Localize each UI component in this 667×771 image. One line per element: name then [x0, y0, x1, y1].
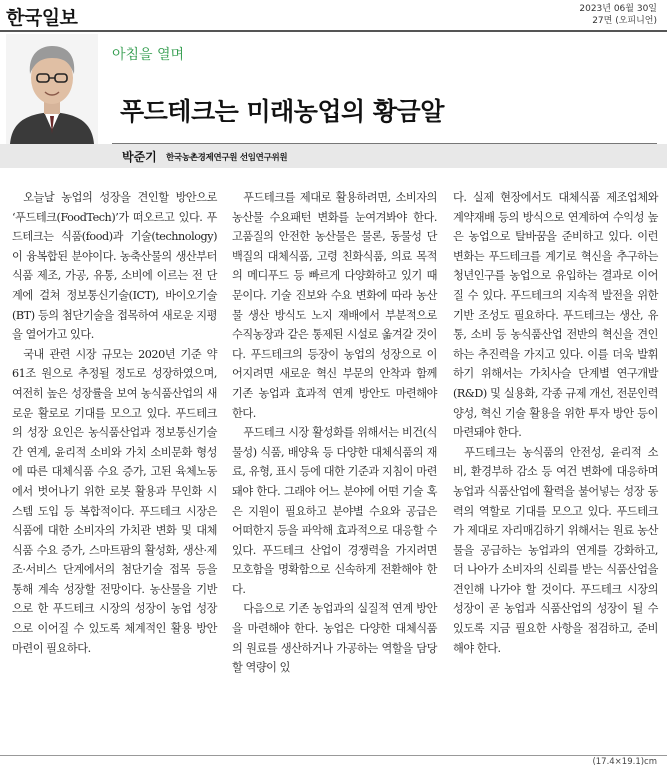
author-affiliation: 한국농촌경제연구원 선임연구위원: [166, 153, 288, 163]
newspaper-logo: 한국일보: [6, 7, 78, 29]
top-divider: [0, 30, 667, 32]
paragraph: 오늘날 농업의 성장을 견인할 방안으로 ‘푸드테크(FoodTech)’가 떠오르고 있다. 푸드테크는 식품(food)과 기술(technology)이 융복합된 분야이다. 농축산물의 생산부터 식품 제조, 가공, 유통, 소비에 이르는 전 단계에 걸쳐 정보통신기술(ICT), 바이오기술(BT) 등의 첨단기술을 접목하여 새로운 지평을 열어가고 있다.: [12, 191, 217, 342]
column-series-label: 아침을 열며: [112, 47, 185, 63]
paragraph: 다음으로 기존 농업과의 실질적 연계 방안을 마련해야 한다. 농업은 다양한 대체식품의 원료를 생산하거나 가공하는 역할을 담당할 역량이 있: [232, 602, 437, 675]
article-column-3: [453, 188, 658, 658]
issue-date: 2023년 06월 30일: [579, 4, 657, 14]
author-name: 박준기: [122, 150, 157, 164]
clipping-size-note: (17.4×19.1)cm: [592, 757, 657, 767]
footer-divider: [0, 755, 667, 756]
paragraph: 국내 관련 시장 규모는 2020년 기준 약 61조 원으로 추정될 정도로 성장하였으며, 여전히 높은 성장률을 보여 농식품산업의 새로운 활로로 기대를 모으고 있다. 푸드테크의 성장 요인은 농식품산업과 정보통신기술 간 연계, 윤리적 소비와 가치 소비문화 형성에 따른 대체식품 수요 증가, 고된 육체노동에서 벗어나기 위한 로봇 활용과 무인화 시스템 도입 등 복합적이다. 푸드테크 시장은 식품에 대한 소비자의 가치관 변화 및 대체식품 수요 증가, 스마트팜의 활성화, 생산·제조·서비스 단계에서의 첨단기술 접목 등을 통해 계속 성장할 전망이다. 농산물을 기반으로 한 푸드테크 시장의 성장이 농업 성장으로 이어질 수 있도록 체계적인 활용 방안 마련이 필요하다.: [12, 347, 217, 655]
author-portrait: [6, 34, 98, 144]
paragraph: 다. 실제 현장에서도 대체식품 제조업체와 계약재배 등의 방식으로 연계하여 수익성 높은 농업으로 탈바꿈을 준비하고 있다. 이런 변화는 푸드테크를 계기로 혁신을 추구하는 청년인구를 농업으로 유입하는 결과로 이어질 수 있다. 푸드테크의 지속적 발전을 위한 기반 조성도 필요하다. 푸드테크는 생산, 유통, 소비 등 농식품산업 전반의 혁신을 견인하는 추진력을 가지고 있다. 이를 더욱 발휘하기 위해서는 가치사슬 단계별 연구개발(R&D) 및 실용화, 각종 규제 개선, 전문인력 양성, 혁신 기술 활용을 위한 투자 방안 등이 마련돼야 한다.: [453, 191, 658, 440]
paragraph: 푸드테크는 농식품의 안전성, 윤리적 소비, 환경부하 감소 등 여건 변화에 대응하며 농업과 식품산업에 활력을 불어넣는 성장 동력의 역할로 기대를 모으고 있다. 푸드테크가 제대로 자리매김하기 위해서는 원료 농산물을 공급하는 농업과의 연계를 강화하고, 더 나아가 소비자의 신뢰를 받는 식품산업을 견인해 나가야 할 것이다. 푸드테크 시장의 성장이 곧 농업과 식품산업의 성장이 될 수 있도록 지금 필요한 사항을 점검하고, 준비해야 한다.: [453, 445, 658, 655]
paragraph: 푸드테크를 제대로 활용하려면, 소비자의 농산물 수요패턴 변화를 눈여겨봐야 한다. 고품질의 안전한 농산물은 물론, 동물성 단백질의 대체식품, 고령 친화식품, 의료 목적의 메디푸드 등 빠르게 다양화하고 있기 때문이다. 기술 진보와 수요 변화에 따라 농산물 생산 방식도 노지 재배에서 부분적으로 수직농장과 같은 통제된 시설로 옮겨갈 것이다. 푸드테크의 등장이 농업의 성장으로 이어지려면 새로운 혁신 부문의 안착과 함께 기존 농업과 효과적 연계 방안도 마련해야 한다.: [232, 191, 437, 420]
page-section: 27면 (오피니언): [592, 16, 657, 26]
byline-band: [0, 144, 667, 168]
article-column-1: [12, 188, 217, 658]
headline: 푸드테크는 미래농업의 황금알: [120, 97, 444, 126]
issue-date-block: [579, 3, 657, 27]
paragraph: 푸드테크 시장 활성화를 위해서는 비건(식물성) 식품, 배양육 등 다양한 대체식품의 재료, 유형, 표시 등에 대한 기준과 지침이 마련돼야 한다. 그래야 어느 분야에 어떤 기술 혹은 지원이 필요하고 분야별 수요와 공급은 어떠한지 등을 파악해 효과적으로 대응할 수 있다. 푸드테크 산업이 경쟁력을 가지려면 모호함을 명확함으로 신속하게 전환해야 한다.: [232, 426, 437, 596]
article-column-2: [232, 188, 437, 678]
